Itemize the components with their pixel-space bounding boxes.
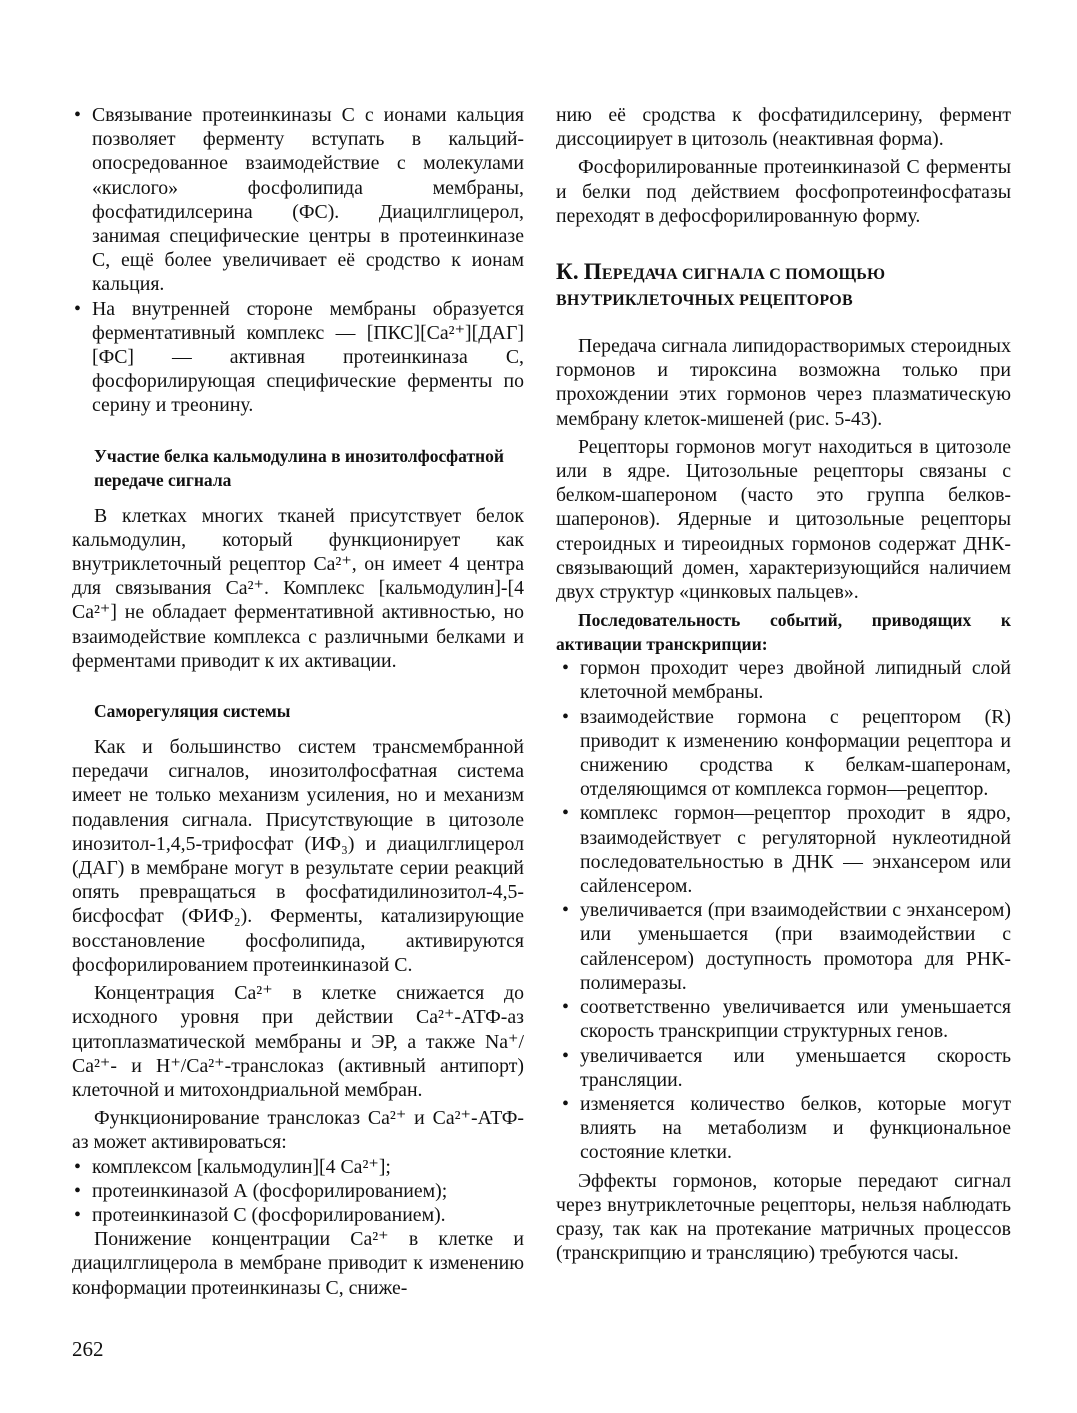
list-item: • увеличивается (при взаимодействии с энхансером) или уменьшается (при взаимодействии с сайленсером) доступность промотора для РНК-полимеразы. <box>560 898 1011 995</box>
page-number: 262 <box>72 1337 104 1361</box>
list-item: • взаимодействие гормона с рецептором (R) приводит к изменению конформации рецептора и снижению сродства к белкам-шаперонам, отделяющимся от комплекса гормон—рецептор. <box>560 705 1011 802</box>
list-item: • протеинкиназой С (фосфорилированием). <box>72 1203 524 1227</box>
continuation-paragraph: нию её сродства к фосфатидилсерину, фермент диссоциирует в цитозоль (неактивная форма). <box>556 104 1011 151</box>
selfregulation-paragraph-2: Концентрация Са²⁺ в клетке снижается до исходного уровня при действии Са²⁺-АТФ-аз цитоплазматической мембраны и ЭР, а также Na⁺/Са²⁺- и H⁺/Са²⁺-транслоказ (активный антипорт) клеточной и митохондриальной мембран. <box>72 982 524 1101</box>
list-item: • соответственно увеличивается или уменьшается скорость транскрипции структурных генов. <box>560 995 1011 1043</box>
section-heading <box>556 256 1011 312</box>
sequence-list <box>560 656 1011 1164</box>
left-column <box>72 103 524 1300</box>
section-heading-line-2: ВНУТРИКЛЕТОЧНЫХ РЕЦЕПТОРОВ <box>556 292 853 310</box>
intro-paragraph: Передача сигнала липидорастворимых стероидных гормонов и тироксина возможна только при прохождении этих гормонов через плазматическую мембрану клеток-мишеней (рис. 5-43). <box>556 335 1011 430</box>
calmodulin-paragraph: В клетках многих тканей присутствует белок кальмодулин, который функционирует как внутриклеточный рецептор Са²⁺, он имеет 4 центра для связывания Са²⁺. Комплекс [кальмодулин]-[4 Са²⁺] не обладает ферментативной активностью, но взаимодействие комплекса с различными белками и ферментами приводит к их активации. <box>72 504 524 672</box>
right-column <box>556 103 1011 1265</box>
receptors-paragraph: Рецепторы гормонов могут находиться в цитозоле или в ядре. Цитозольные рецепторы связаны с белком-шапероном (часто это группа белков-шаперонов). Ядерные и цитозольные рецепторы стероидных и тиреоидных гормонов содержат ДНК-связывающий домен, характеризующийся наличием двух структур «цинковых пальцев». <box>556 435 1011 604</box>
list-item: • комплекс гормон—рецептор проходит в ядро, взаимодействует с регуляторной нуклеотидной последовательностью в ДНК — энхансером или сайленсером. <box>560 801 1011 898</box>
list-item: • изменяется количество белков, которые могут влиять на метаболизм и функциональное состояние клетки. <box>560 1092 1011 1165</box>
activators-list <box>72 1155 524 1228</box>
list-item: • комплексом [кальмодулин][4 Са²⁺]; <box>72 1155 524 1179</box>
list-item: • На внутренней стороне мембраны образуется ферментативный комплекс — [ПКС][Са²⁺][ДАГ][ФС] — активная протеинкиназа С, фосфорилирующая специфические ферменты по серину и треонину. <box>72 297 524 418</box>
section-heading-initial: П <box>583 259 602 285</box>
list-item: • увеличивается или уменьшается скорость трансляции. <box>560 1044 1011 1092</box>
effects-paragraph: Эффекты гормонов, которые передают сигнал через внутриклеточные рецепторы, нельзя наблюдать сразу, так как на протекание матричных процессов (транскрипцию и трансляцию) требуются часы. <box>556 1169 1011 1265</box>
selfregulation-paragraph-4: Понижение концентрации Са²⁺ в клетке и диацилглицерола в мембране приводит к изменению конформации протеинкиназы С, сниже- <box>72 1228 524 1299</box>
dephosphorylation-paragraph: Фосфорилированные протеинкиназой С ферменты и белки под действием фосфопротеинфосфатазы переходят в дефосфорилированную форму. <box>556 156 1011 227</box>
sequence-heading: Последовательность событий, приводящих к активации транскрипции: <box>556 610 1011 655</box>
section-letter: К. <box>556 259 579 285</box>
list-item: • гормон проходит через двойной липидный слой клеточной мембраны. <box>560 656 1011 704</box>
calmodulin-heading: Участие белка кальмодулина в инозитолфосфатной передаче сигнала <box>94 445 504 490</box>
list-item: • протеинкиназой А (фосфорилированием); <box>72 1179 524 1203</box>
selfregulation-paragraph-1: Как и большинство систем трансмембранной передачи сигналов, инозитолфосфатная система имеет не только механизм усиления, но и механизм подавления сигнала. Присутствующие в цитозоле инозитол-1,4,5-трифосфат (ИФ₃) и диацилглицерол (ДАГ) в мембране могут в результате серии реакций опять превращаться в фосфатидилинозитол-4,5-бисфосфат (ФИФ₂). Ферменты, катализирующие восстановление фосфолипида, активируются фосфорилированием протеинкиназой С. <box>72 736 524 976</box>
section-heading-rest: ЕРЕДАЧА СИГНАЛА С ПОМОЩЬЮ <box>601 266 886 284</box>
list-item: • Связывание протеинкиназы С с ионами кальция позволяет ферменту вступать в кальций-опосредованное взаимодействие с молекулами «кислого» фосфолипида мембраны, фосфатидилсерина (ФС). Диацилглицерол, занимая специфические центры в протеинкиназе С, ещё более увеличивает её сродство к ионам кальция. <box>72 103 524 297</box>
selfregulation-paragraph-3: Функционирование транслоказ Са²⁺ и Са²⁺-АТФ-аз может активироваться: <box>72 1107 524 1154</box>
selfregulation-heading: Саморегуляция системы <box>94 701 291 722</box>
intro-bullet-list <box>72 103 524 418</box>
section-heading-line-1 <box>556 256 1011 290</box>
